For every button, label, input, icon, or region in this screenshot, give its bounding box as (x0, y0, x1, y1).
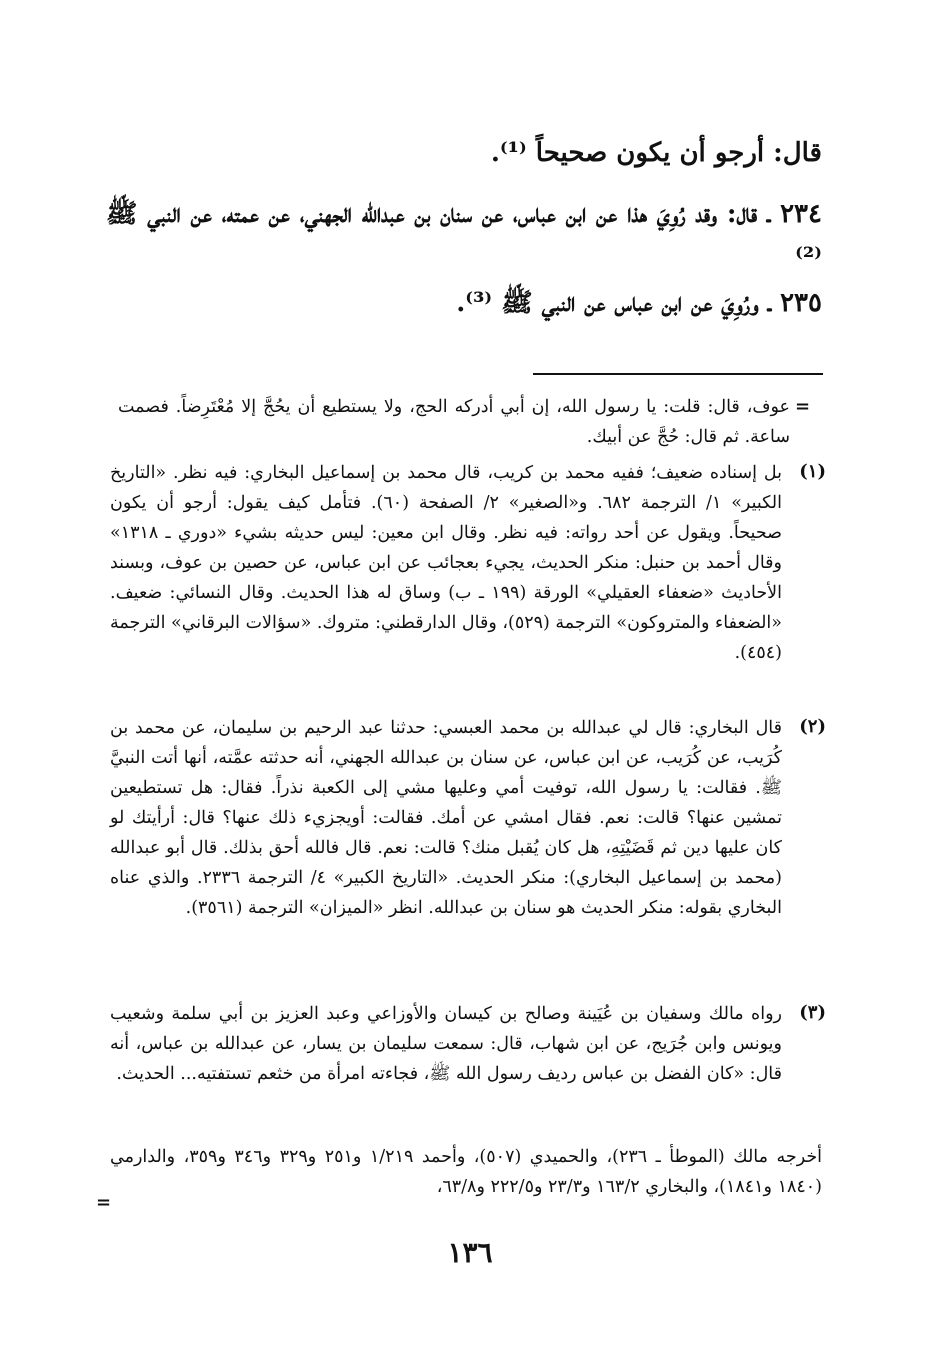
hadith-235: ٢٣٥ ـ ورُوِيَ عن ابن عباس عن النبي ﷺ ⁽³⁾. (456, 288, 822, 318)
footnote-separator (533, 373, 823, 375)
hadith-234: ٢٣٤ ـ قال: وقد رُوِيَ هذا عن ابن عباس، عن سنان بن عبدالله الجهني، عن عمته، عن النبي ﷺ ⁽²⁾ (106, 199, 822, 273)
footnote-3-references: أخرجه مالك (الموطأ ـ ٢٣٦)، والحميدي (٥٠٧)، وأحمد ١/٢١٩ و٢٥١ و٣٢٩ و٣٤٦ و٣٥٩، والدارمي (١٨٤٠ و١٨٤١)، والبخاري ١٦٣/٢ و٢٣/٣ و٢٢٢/٥ و٦٣/٨، (110, 1147, 823, 1197)
footnote-continuation: عوف، قال: قلت: يا رسول الله، إن أبي أدركه الحج، ولا يستطيع أن يحُجَّ إلا مُعْتَرِضاً. فصمت ساعة. ثم قال: حُجَّ عن أبيك. (118, 397, 790, 447)
main-text-line: قال: أرجو أن يكون صحيحاً ⁽¹⁾. (490, 138, 822, 168)
footnote-2-number: (٢) (799, 716, 826, 737)
footnote-3-number: (٣) (799, 1002, 826, 1023)
continuation-mark: = (795, 396, 811, 417)
footnote-1: بل إسناده ضعيف؛ ففيه محمد بن كريب، قال محمد بن إسماعيل البخاري: فيه نظر. «التاريخ الكبير» ١/ الترجمة ٦٨٢. و«الصغير» ٢/ الصفحة (٦٠). فتأمل كيف يقول: أرجو أن يكون صحيحاً. ويقول عن أحد رواته: فيه نظر. وقال ابن معين: ليس حديثه بشيء «دوري ـ ١٣١٨» وقال أحمد بن حنبل: منكر الحديث، يجيء بعجائب عن ابن عباس، عن حصين بن عوف، وبسند الأحاديث «ضعفاء العقيلي» الورقة (١٩٩ ـ ب) وساق له هذا الحديث. وقال النسائي: ضعيف. «الضعفاء والمتروكون» الترجمة (٥٢٩)، وقال الدارقطني: متروك. «سؤالات البرقاني» الترجمة (٤٥٤). (110, 463, 782, 663)
continuation-mark-end: = (96, 1192, 112, 1213)
footnote-3: رواه مالك وسفيان بن عُيَينة وصالح بن كيسان والأوزاعي وعبد العزيز بن أبي سلمة وشعيب ويونس وابن جُرَيج، عن ابن شهاب، قال: سمعت سليمان بن يسار، عن عبدالله بن عباس، أنه قال: «كان الفضل بن عباس رديف رسول الله ﷺ، فجاءته امرأة من خثعم تستفتيه... الحديث. (110, 1004, 782, 1084)
page-number: ١٣٦ (447, 1236, 493, 1269)
footnote-1-number: (١) (799, 461, 826, 482)
footnote-2: قال البخاري: قال لي عبدالله بن محمد العبسي: حدثنا عبد الرحيم بن سليمان، عن محمد بن كُرَيب، عن كُرَيب، عن ابن عباس، عن سنان بن عبدالله الجهني، أنه حدثته عمَّته، أنها أتت النبيَّ ﷺ. فقالت: يا رسول الله، توفيت أمي وعليها مشي إلى الكعبة نذراً. فقال: هل تستطيعين تمشين عنها؟ قالت: نعم. فقال امشي عن أمك. فقالت: أويجزيء ذلك عنها؟ قال: أرأيتك لو كان عليها دين ثم قَضَيْتِهِ، هل كان يُقبل منك؟ قالت: نعم. قال فالله أحق بذلك. قال أبو عبدالله (محمد بن إسماعيل البخاري): منكر الحديث. «التاريخ الكبير» ٤/ الترجمة ٢٣٣٦. والذي عناه البخاري بقوله: منكر الحديث هو سنان بن عبدالله. انظر «الميزان» الترجمة (٣٥٦١). (110, 718, 782, 918)
